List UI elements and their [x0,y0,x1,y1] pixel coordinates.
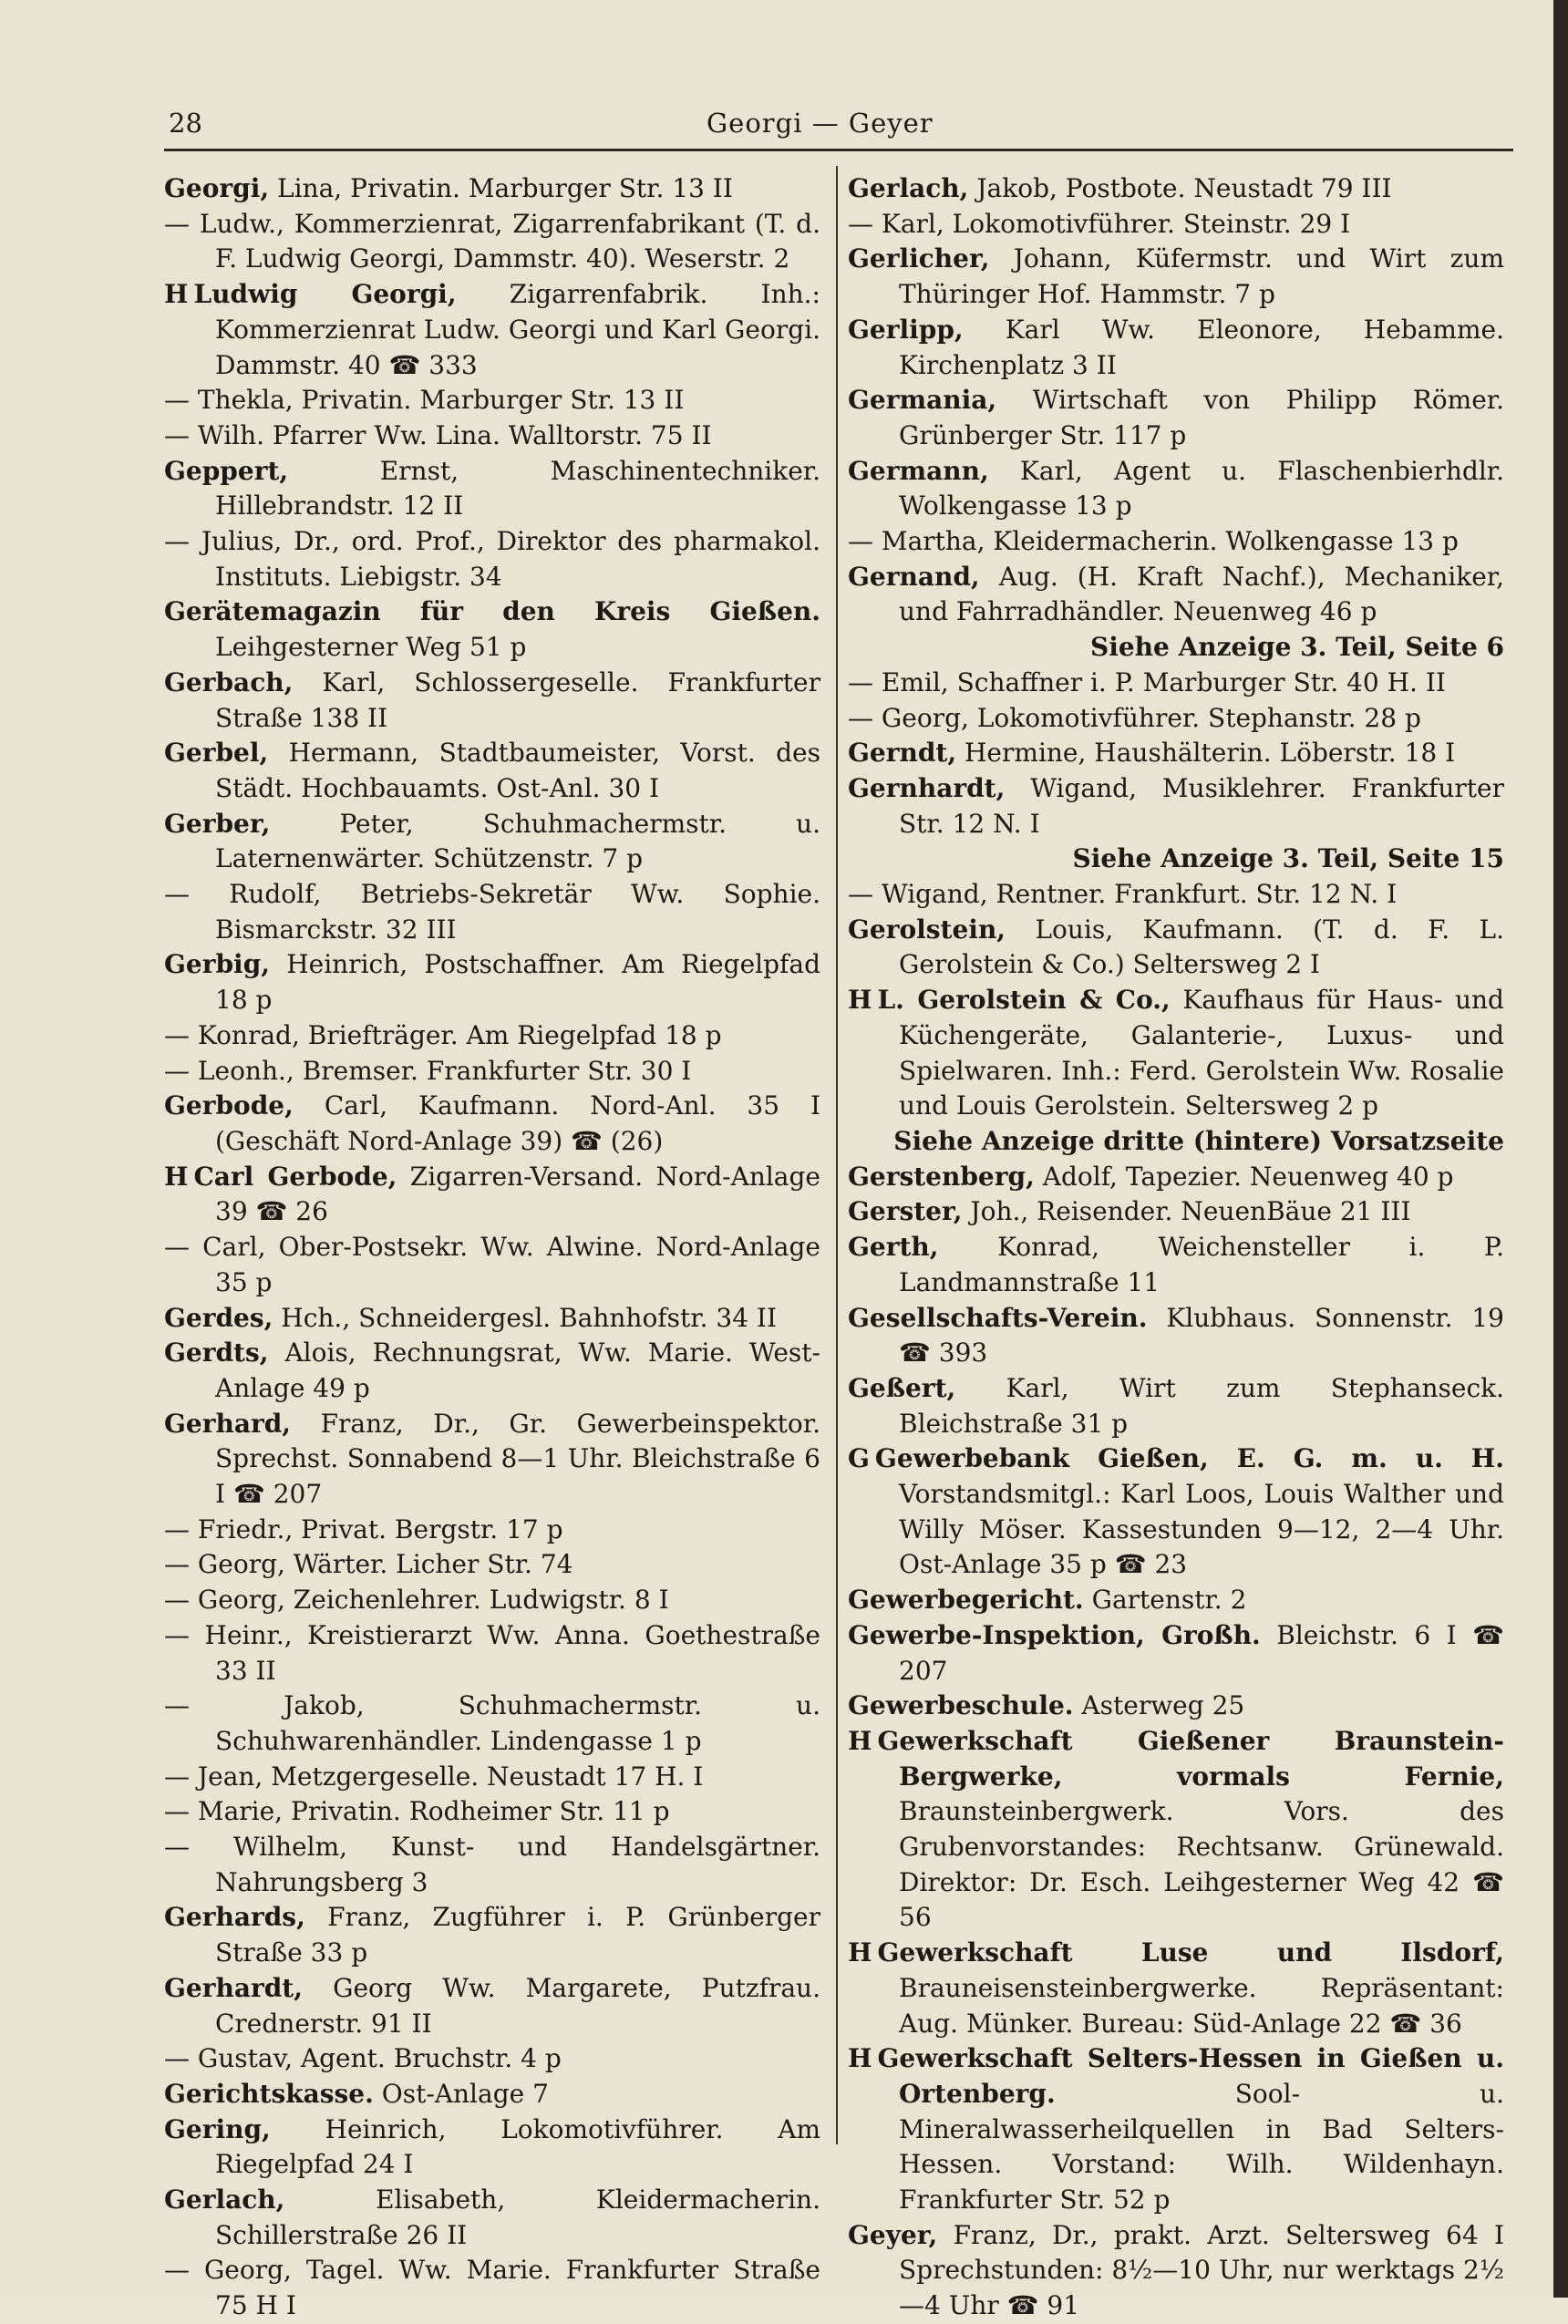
directory-entry [164,1407,820,1513]
entry-text: Johann, Küfermstr. und Wirt zum Thüringer Hof. Hammstr. 7 p [899,243,1504,310]
directory-entry [164,1160,820,1230]
directory-entry [848,242,1504,312]
directory-entry [164,2253,820,2323]
directory-entry [848,313,1504,383]
directory-entry [164,207,820,277]
entry-name: L. Gerolstein & Co., [877,985,1171,1016]
entry-name: Gerdes, [164,1302,273,1333]
page-number: 28 [169,108,202,139]
entry-name: Geppert, [164,455,289,486]
directory-entry [164,594,820,665]
directory-entry [848,207,1504,243]
page-edge [1553,0,1568,2298]
directory-entry [848,171,1504,207]
directory-entry [848,560,1504,630]
entry-text: Brauneisensteinbergwerke. Repräsentant: Aug. Münker. Bureau: Süd-Anlage 22 ☎ 36 [899,1972,1504,2039]
entry-text: Heinrich, Postschaffner. Am Riegelpfad 18 p [215,949,821,1016]
directory-entry [848,1618,1504,1689]
entry-marker: H [848,1725,872,1756]
directory-entry [848,524,1504,560]
entry-text: — Wilhelm, Kunst- und Handelsgärtner. Nahrungsberg 3 [164,1832,820,1897]
entry-text: — Wigand, Rentner. Frankfurt. Str. 12 N. I [848,879,1398,910]
entry-name: Geyer, [848,2219,938,2250]
entry-name: Carl Gerbode, [193,1161,397,1192]
entry-text: — Leonh., Bremser. Frankfurter Str. 30 I [164,1055,692,1086]
directory-entry [164,2183,820,2253]
directory-entry [164,524,820,594]
entry-marker: H [848,2043,872,2074]
entry-text: — Konrad, Briefträger. Am Riegelpfad 18 p [164,1019,722,1050]
entry-text: Konrad, Weichensteller i. P. Landmannstraße 11 [899,1232,1504,1297]
entry-text: Siehe Anzeige 3. Teil, Seite 15 [1072,843,1504,874]
entry-text: Carl, Kaufmann. Nord-Anl. 35 I (Geschäft Nord-Anlage 39) ☎ (26) [215,1090,821,1156]
entry-name: Gerbig, [164,949,271,980]
directory-entry [848,983,1504,1124]
entry-text: Vorstandsmitgl.: Karl Loos, Louis Walther und Willy Möser. Kassestunden 9—12, 2—4 Uhr. Ost-Anlage 35 p ☎ 23 [899,1479,1504,1580]
entry-name: Gerichtskasse. [164,2078,374,2109]
entry-marker: H [164,279,189,310]
directory-entry [848,1724,1504,1936]
entry-text: Joh., Reisender. NeuenBäue 21 III [970,1196,1411,1227]
directory-entry [164,1689,820,1759]
entry-text: Braunsteinbergwerk. Vors. des Grubenvorstandes: Rechtsanw. Grünewald. Direktor: Dr. Esch. Leihgesterner Weg 42 ☎ 56 [899,1796,1504,1933]
directory-entry [164,1583,820,1618]
entry-marker: G [848,1443,870,1474]
entry-text: Franz, Dr., prakt. Arzt. Seltersweg 64 I Sprechstunden: 8½—10 Uhr, nur werktags 2½—4 Uhr ☎ 91 [899,2219,1505,2321]
entry-text: Gartenstr. 2 [1091,1585,1247,1616]
entry-name: Gewerkschaft Luse und Ilsdorf, [877,1937,1504,1968]
directory-entry [164,1230,820,1300]
entry-name: Gerth, [848,1232,939,1263]
directory-entry [848,454,1504,524]
directory-entry [848,383,1504,453]
entry-text: Asterweg 25 [1081,1690,1245,1721]
entry-text: Hermine, Haushälterin. Löberstr. 18 I [965,738,1456,769]
entry-name: Gewerbegericht. [848,1585,1084,1616]
entry-name: Ludwig Georgi, [193,279,457,310]
directory-entry [848,1936,1504,2041]
entry-name: Georgi, [164,173,270,203]
entry-name: Geßert, [848,1372,956,1403]
directory-entry [164,947,820,1017]
entry-marker: H [164,1161,189,1192]
directory-entry [848,771,1504,842]
directory-entry [164,1547,820,1583]
entry-name: Gewerkschaft Selters-Hessen in Gießen u. Ortenberg. [877,2043,1504,2109]
directory-entry [848,1301,1504,1371]
directory-entry [848,666,1504,701]
entry-name: Gerhards, [164,1902,305,1933]
directory-entry [164,1089,820,1159]
entry-name: Gerhard, [164,1408,292,1439]
entry-text: Siehe Anzeige 3. Teil, Seite 6 [1089,632,1504,663]
entry-text: Georg Ww. Margarete, Putzfrau. Crednerstr. 91 II [215,1972,820,2039]
page-title: Georgi — Geyer [707,108,934,139]
directory-entry [164,1618,820,1689]
entry-text: Zigarrenfabrik. Inh.: Kommerzienrat Ludw. Georgi und Karl Georgi. Dammstr. 40 ☎ 333 [215,279,820,380]
entry-name: Gewerbebank Gießen, E. G. m. u. H. [874,1443,1504,1474]
entry-text: — Marie, Privatin. Rodheimer Str. 11 p [164,1796,670,1827]
directory-entry [164,1301,820,1337]
entry-text: Leihgesterner Weg 51 p [215,632,527,663]
directory-entry [848,2041,1504,2218]
entry-text: Jakob, Postbote. Neustadt 79 III [976,173,1392,203]
entry-name: Germann, [848,455,989,486]
directory-entry [164,418,820,454]
entry-name: Gerlach, [848,173,969,203]
entry-text: Hch., Schneidergesl. Bahnhofstr. 34 II [281,1302,778,1333]
entry-name: Gerhardt, [164,1972,303,2003]
entry-text: — Karl, Lokomotivführer. Steinstr. 29 I [848,208,1351,239]
directory-entry [164,666,820,736]
directory-entry [164,277,820,383]
directory-entry [848,877,1504,913]
entry-text: Ost-Anlage 7 [381,2078,549,2109]
entry-text: Klubhaus. Sonnenstr. 19 ☎ 393 [899,1302,1504,1369]
entry-name: Gerndt, [848,738,957,769]
directory-entry [164,736,820,806]
entry-text: Ernst, Maschinentechniker. Hillebrandstr. 12 II [215,455,821,522]
entry-text: — Thekla, Privatin. Marburger Str. 13 II [164,385,685,416]
entry-text: Bleichstr. 6 I ☎ 207 [899,1619,1504,1686]
entry-name: Germania, [848,385,997,416]
entry-name: Gernhardt, [848,772,1006,803]
directory-entry [164,1830,820,1900]
directory-entry [848,1194,1504,1230]
entry-text: — Rudolf, Betriebs-Sekretär Ww. Sophie. Bismarckstr. 32 III [164,879,820,945]
entry-text: — Jakob, Schuhmachermstr. u. Schuhwarenhändler. Lindengasse 1 p [164,1690,820,1756]
entry-text: Karl, Agent u. Flaschenbierhdlr. Wolkengasse 13 p [899,455,1504,522]
entry-name: Gernand, [848,561,980,592]
entry-text: Heinrich, Lokomotivführer. Am Riegelpfad 24 I [215,2113,820,2180]
entry-text: Franz, Dr., Gr. Gewerbeinspektor. Sprechst. Sonnabend 8—1 Uhr. Bleichstraße 6 I ☎ 207 [215,1408,820,1510]
entry-text: Karl Ww. Eleonore, Hebamme. Kirchenplatz 3 II [899,314,1504,380]
entry-text: — Martha, Kleidermacherin. Wolkengasse 13 p [848,526,1459,557]
entry-marker: H [848,1937,872,1968]
entry-text: — Heinr., Kreistierarzt Ww. Anna. Goethestraße 33 II [164,1619,820,1686]
directory-entry [848,1583,1504,1618]
advertisement-reference [848,842,1504,877]
directory-entry [164,2041,820,2077]
entry-text: Elisabeth, Kleidermacherin. Schillerstraße 26 II [215,2185,820,2250]
entry-text: Adolf, Tapezier. Neuenweg 40 p [1042,1161,1454,1192]
entry-text: Franz, Zugführer i. P. Grünberger Straße 33 p [215,1902,820,1968]
entry-name: Gewerkschaft Gießener Braunstein-Bergwerke, vormals Fernie, [877,1725,1504,1792]
entry-text: — Friedr., Privat. Bergstr. 17 p [164,1513,563,1544]
entry-name: Gering, [164,2113,271,2144]
entry-name: Gerbach, [164,666,294,697]
entry-name: Gesellschafts-Verein. [848,1302,1148,1333]
entry-name: Gerber, [164,808,271,839]
column-divider [836,166,838,2144]
entry-name: Gerolstein, [848,914,1006,945]
directory-entry [164,1336,820,1406]
left-column [164,171,820,2324]
entry-name: Gewerbe-Inspektion, Großh. [848,1619,1261,1650]
entry-text: Sool- u. Mineralwasserheilquellen in Bad Selters-Hessen. Vorstand: Wilh. Wildenhayn. Frankfurter Str. 52 p [899,2078,1504,2216]
entry-text: Karl, Schlossergeselle. Frankfurter Straße 138 II [215,666,820,733]
entry-text: — Julius, Dr., ord. Prof., Direktor des pharmakol. Instituts. Liebigstr. 34 [164,526,820,592]
entry-text: — Georg, Wärter. Licher Str. 74 [164,1549,573,1580]
directory-entry [848,701,1504,737]
advertisement-reference [848,630,1504,666]
entry-name: Gerätemagazin für den Kreis Gießen. [164,596,820,627]
entry-name: Gerlicher, [848,243,990,274]
entry-text: Peter, Schuhmachermstr. u. Laternenwärter. Schützenstr. 7 p [215,808,820,874]
entry-name: Gerlach, [164,2185,285,2216]
entry-text: Siehe Anzeige dritte (hintere) Vorsatzseite [893,1125,1504,1156]
entry-name: Gerstenberg, [848,1161,1035,1192]
directory-entry [848,2218,1504,2324]
directory-entry [848,1441,1504,1583]
directory-entry [164,1971,820,2041]
directory-entry [164,383,820,418]
entry-text: — Wilh. Pfarrer Ww. Lina. Walltorstr. 75 II [164,419,712,450]
directory-entry [164,2077,820,2112]
entry-marker: H [848,985,872,1016]
entry-text: Aug. (H. Kraft Nachf.), Mechaniker, und Fahrradhändler. Neuenweg 46 p [899,561,1505,627]
directory-entry [164,1018,820,1054]
directory-entry [164,1054,820,1090]
entry-name: Gerster, [848,1196,963,1227]
directory-entry [164,807,820,877]
directory-entry [164,1900,820,1970]
entry-text: Wigand, Musiklehrer. Frankfurter Str. 12 N. I [899,772,1504,839]
entry-text: — Emil, Schaffner i. P. Marburger Str. 40 H. II [848,666,1446,697]
directory-entry [848,1371,1504,1441]
directory-entry [164,1794,820,1830]
directory-entry [848,1689,1504,1724]
directory-entry [164,877,820,947]
directory-entry [164,171,820,207]
entry-text: — Georg, Tagel. Ww. Marie. Frankfurter Straße 75 H I [164,2255,820,2321]
right-column [848,171,1504,2324]
entry-text: Alois, Rechnungsrat, Ww. Marie. West-Anlage 49 p [215,1338,820,1403]
directory-entry [848,736,1504,771]
entry-text: Karl, Wirt zum Stephanseck. Bleichstraße 31 p [899,1372,1504,1439]
page-header [169,102,1509,150]
directory-entry [164,454,820,524]
entry-name: Gerbode, [164,1090,294,1121]
entry-text: Lina, Privatin. Marburger Str. 13 II [277,173,733,203]
entry-text: — Georg, Zeichenlehrer. Ludwigstr. 8 I [164,1585,669,1616]
entry-text: Kaufhaus für Haus- und Küchengeräte, Galanterie-, Luxus- und Spielwaren. Inh.: Ferd. Gerolstein Ww. Rosalie und Louis Gerolstein. Seltersweg 2 p [899,985,1504,1121]
entry-name: Gerlipp, [848,314,964,345]
directory-entry [848,1230,1504,1300]
directory-entry [848,1160,1504,1195]
entry-text: — Jean, Metzgergeselle. Neustadt 17 H. I [164,1761,704,1792]
entry-text: — Gustav, Agent. Bruchstr. 4 p [164,2043,562,2074]
directory-entry [164,1760,820,1795]
entry-text: Hermann, Stadtbaumeister, Vorst. des Städt. Hochbauamts. Ost-Anl. 30 I [215,738,820,803]
entry-text: Louis, Kaufmann. (T. d. F. L. Gerolstein & Co.) Seltersweg 2 I [899,914,1504,980]
entry-text: Zigarren-Versand. Nord-Anlage 39 ☎ 26 [215,1161,820,1227]
entry-name: Gerdts, [164,1338,269,1369]
directory-entry [164,1513,820,1548]
advertisement-reference [848,1124,1504,1160]
entry-text: — Carl, Ober-Postsekr. Ww. Alwine. Nord-Anlage 35 p [164,1232,820,1297]
directory-entry [164,2112,820,2183]
entry-text: Wirtschaft von Philipp Römer. Grünberger Str. 117 p [899,385,1504,450]
directory-entry [848,913,1504,983]
entry-text: — Georg, Lokomotivführer. Stephanstr. 28 p [848,702,1421,733]
entry-name: Gerbel, [164,738,269,769]
entry-name: Gewerbeschule. [848,1690,1074,1721]
header-rule [164,149,1513,151]
entry-text: — Ludw., Kommerzienrat, Zigarrenfabrikant (T. d. F. Ludwig Georgi, Dammstr. 40). Weserstr. 2 [164,208,820,274]
